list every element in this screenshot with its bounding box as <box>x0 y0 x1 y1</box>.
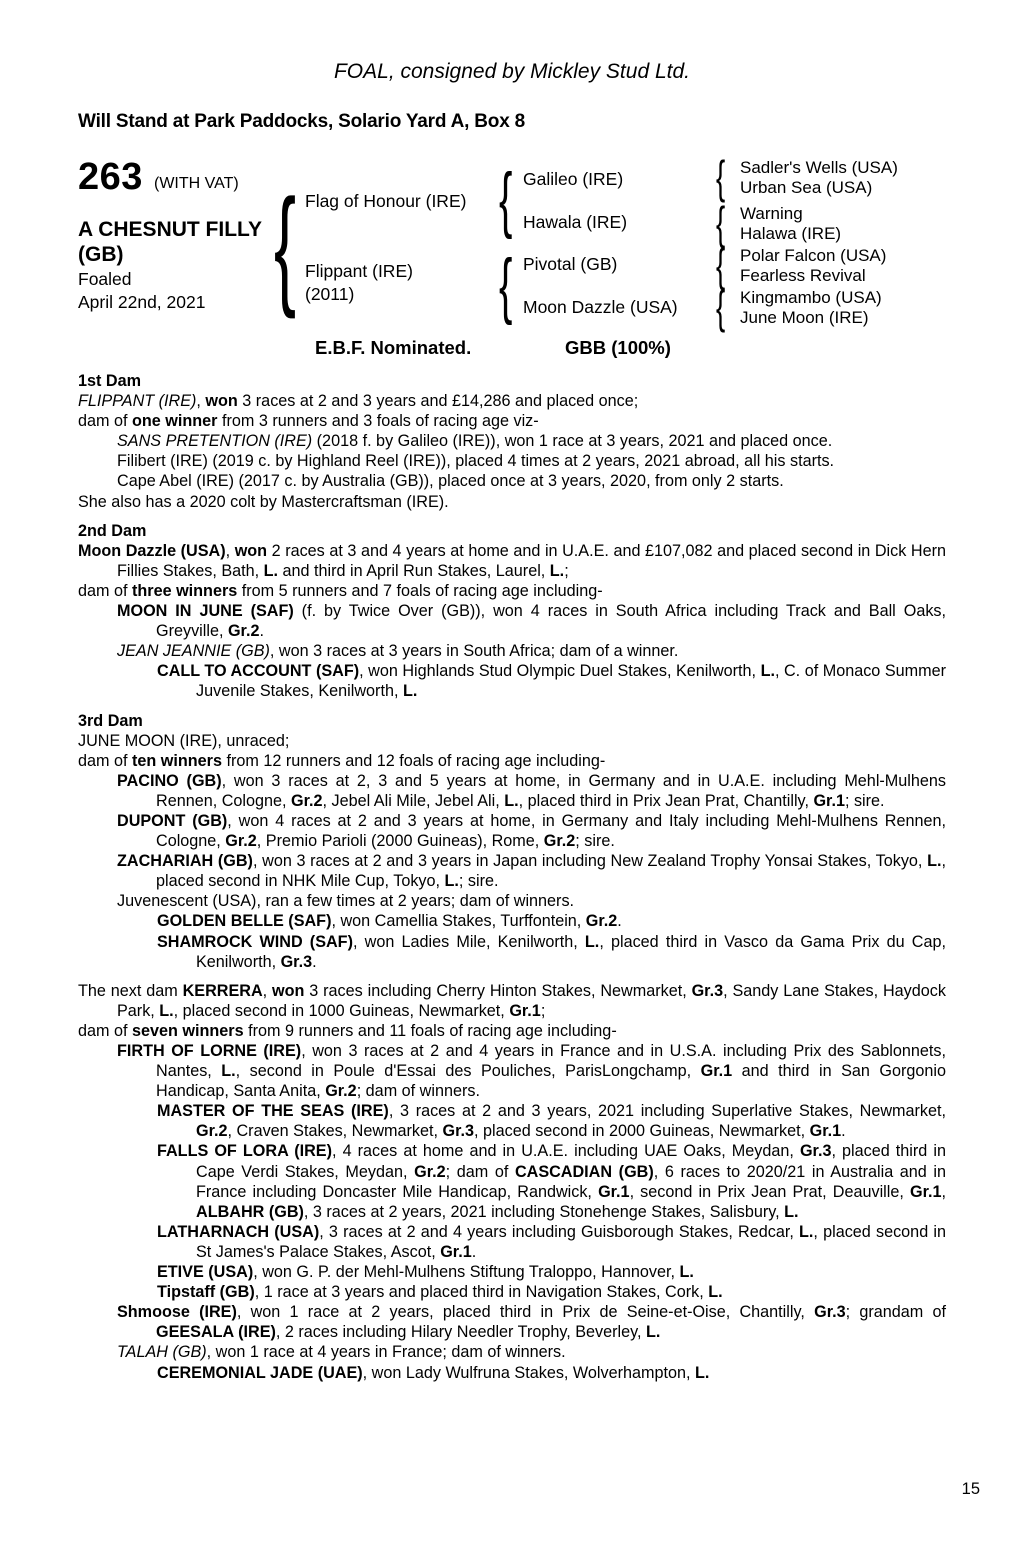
pedigree-text-run: , won Highlands Stud Olympic Duel Stakes, Kenilworth, <box>359 662 761 681</box>
pedigree-text-run: , 3 races at 2 years, 2021 including Stonehenge Stakes, Salisbury, <box>303 1202 785 1221</box>
pedigree-text-run: JEAN JEANNIE (GB) <box>117 642 270 661</box>
pedigree-text-run: Gr.2 <box>291 791 323 810</box>
pedigree-text-run: Tipstaff (GB) <box>157 1283 255 1302</box>
pedigree-brace-sire-icon: { <box>499 159 513 240</box>
pedigree-brace-gg2-icon: { <box>716 197 726 249</box>
pedigree-paragraph <box>157 932 946 972</box>
pedigree-text-run: dam of <box>78 412 132 431</box>
pedigree-paragraph <box>157 1101 946 1141</box>
pedigree-paragraph <box>157 1262 946 1282</box>
pedigree-text-run: , <box>196 392 206 411</box>
pedigree-text-run: one winner <box>132 412 218 431</box>
pedigree-text-run: Gr.2 <box>227 622 260 641</box>
pedigree-text-run: GOLDEN BELLE (SAF) <box>157 912 332 931</box>
pedigree-paragraph <box>157 661 946 701</box>
pedigree-text-run: , won 1 race at 2 years, placed third in Prix de Seine-et-Oise, Chantilly, <box>236 1303 815 1322</box>
pedigree-paragraph <box>157 1222 946 1262</box>
pedigree-text-run: Gr.2 <box>414 1162 446 1181</box>
dam-section <box>78 981 946 1383</box>
pedigree-paragraph <box>78 751 946 771</box>
pedigree-text-run: dam of <box>78 581 132 600</box>
dam-birth-year: (2011) <box>305 284 355 304</box>
pedigree-paragraph <box>117 471 946 491</box>
pedigree-text-run: L. <box>159 1001 174 1020</box>
great-grandparent-1: Sadler's Wells (USA) <box>740 158 898 177</box>
pedigree-text-run: L. <box>584 932 600 951</box>
pedigree-text-run: 2 races at 3 and 4 years at home and in U.A.E. and £107,082 and placed second in Dick Hern Fillies Stakes, Bath, <box>117 541 946 580</box>
pedigree-text-run: , 4 races at home and in U.A.E. including UAE Oaks, Meydan, <box>332 1142 800 1161</box>
pedigree-text-run: dam of <box>78 751 132 770</box>
great-grandparent-8: June Moon (IRE) <box>740 308 869 327</box>
pedigree-paragraph <box>117 1041 946 1101</box>
great-grandparent-6: Fearless Revival <box>740 266 866 285</box>
pedigree-paragraph <box>78 541 946 581</box>
pedigree-text-run: L. <box>927 852 942 871</box>
pedigree-text-run: , won 3 races at 2 and 3 years in Japan including New Zealand Trophy Yonsai Stakes, Tokyo, <box>252 852 928 871</box>
great-grandparent-5: Polar Falcon (USA) <box>740 246 887 265</box>
dam-name: Flippant (IRE) <box>305 261 413 281</box>
pedigree-text-run: , second in Prix Jean Prat, Deauville, <box>629 1182 910 1201</box>
pedigree-text-run: Cape Abel (IRE) (2017 c. by Australia (GB)), placed once at 3 years, 2020, from only 2 starts. <box>117 472 784 491</box>
pedigree-text-run: Gr.1 <box>813 791 845 810</box>
pedigree-text-run: Gr.1 <box>440 1242 472 1261</box>
pedigree-text-run: , 2 races including Hilary Needler Trophy, Beverley, <box>275 1323 646 1342</box>
pedigree-text-run: GEESALA (IRE) <box>156 1323 276 1342</box>
horse-name: A CHESNUT FILLY <box>78 218 262 241</box>
pedigree-text-run: FALLS OF LORA (IRE) <box>157 1142 332 1161</box>
pedigree-text-run: CEREMONIAL JADE (UAE) <box>157 1363 363 1382</box>
pedigree-text-run: Gr.1 <box>700 1062 733 1081</box>
pedigree-text-run: , won 4 races at 2 and 3 years at home, in Germany and Italy including Mehl-Mulhens Rennen, Cologne, <box>156 811 946 851</box>
pedigree-brace-gg1-icon: { <box>716 151 726 203</box>
pedigree-text-run: The next dam <box>78 981 183 1000</box>
pedigree-text-run: , Premio Parioli (2000 Guineas), Rome, <box>256 832 544 851</box>
pedigree-paragraph <box>117 851 946 891</box>
pedigree-text-run: L. <box>694 1363 710 1382</box>
pedigree-text-run: ALBAHR (GB) <box>196 1202 304 1221</box>
pedigree-text-run: DUPONT (GB) <box>117 811 228 830</box>
pedigree-text-run: , won Lady Wulfruna Stakes, Wolverhampton, <box>362 1363 695 1382</box>
pedigree-text-run: ; sire. <box>844 791 885 810</box>
pedigree-text-run: ; dam of winners. <box>356 1082 480 1101</box>
pedigree-text-run: ; grandam of <box>845 1303 946 1322</box>
pedigree-text-run: , placed second in 1000 Guineas, Newmarket, <box>173 1001 510 1020</box>
pedigree-text-run: ; <box>540 1001 546 1020</box>
pedigree-text-run: L. <box>549 561 565 580</box>
pedigree-text-run: . <box>617 912 622 931</box>
pedigree-paragraph <box>78 581 946 601</box>
pedigree-text-run: , won G. P. der Mehl-Mulhens Stiftung Traloppo, Hannover, <box>253 1263 680 1282</box>
pedigree-text-run: , won 3 races at 3 years in South Africa; dam of a winner. <box>269 642 679 661</box>
pedigree-text-run: FIRTH OF LORNE (IRE) <box>117 1042 302 1060</box>
pedigree-text-run: 3 races including Cherry Hinton Stakes, Newmarket, <box>304 981 692 1000</box>
pedigree-text-run: L. <box>708 1283 723 1302</box>
pedigree-text-run: from 9 runners and 11 foals of racing age including- <box>243 1021 617 1040</box>
pedigree-text-run: L. <box>263 561 279 580</box>
pedigree-text-run: PACINO (GB) <box>117 771 222 790</box>
ebf-nominated-label: E.B.F. Nominated. <box>315 337 472 358</box>
gbb-label: GBB (100%) <box>565 337 671 358</box>
pedigree-text-run: from 3 runners and 3 foals of racing age viz- <box>217 412 539 431</box>
page-number: 15 <box>961 1480 980 1498</box>
pedigree-paragraph <box>78 411 946 431</box>
pedigree-text-run: ZACHARIAH (GB) <box>117 852 253 871</box>
pedigree-text-run: SANS PRETENTION (IRE) <box>117 432 313 451</box>
pedigree-text-run: , placed third in Cape Verdi Stakes, Meydan, <box>196 1142 946 1181</box>
pedigree-text-run: 3 races at 2 and 3 years and £14,286 and placed once; <box>237 392 639 411</box>
pedigree-text-run: , 3 races at 2 and 3 years, 2021 including Superlative Stakes, Newmarket, <box>388 1102 946 1121</box>
pedigree-text-run: . <box>312 952 317 971</box>
pedigree-brace-generation1-icon: { <box>274 172 297 319</box>
dam-section-heading: 1st Dam <box>78 372 141 390</box>
dam-section-heading: 2nd Dam <box>78 521 147 540</box>
pedigree-paragraph <box>117 811 946 851</box>
pedigree-text-run: (f. by Twice Over (GB)), won 4 races in South Africa including Track and Ball Oaks, Greyville, <box>156 602 947 641</box>
pedigree-text-run: L. <box>444 872 459 891</box>
pedigree-paragraph <box>117 771 946 811</box>
pedigree-text-run: She also has a 2020 colt by Mastercraftsman (IRE). <box>78 492 449 511</box>
pedigree-text-run: , C. of Monaco Summer Juvenile Stakes, Kenilworth, <box>196 662 946 701</box>
pedigree-text-run: Gr.1 <box>809 1122 842 1141</box>
pedigree-brace-gg3-icon: { <box>716 239 726 291</box>
pedigree-paragraph <box>117 1302 946 1342</box>
foaled-date: April 22nd, 2021 <box>78 292 206 312</box>
pedigree-text-run: three winners <box>132 581 238 600</box>
maternal-grandsire: Pivotal (GB) <box>523 254 618 274</box>
pedigree-text-run: (2018 f. by Galileo (IRE)), won 1 race at 3 years, 2021 and placed once. <box>312 432 833 451</box>
pedigree-text-run: , second in Poule d'Essai des Pouliches, ParisLongchamp, <box>235 1062 701 1081</box>
pedigree-text-run: ; sire. <box>458 872 499 891</box>
pedigree-text-run: from 12 runners and 12 foals of racing age including- <box>221 751 606 770</box>
pedigree-text-run: dam of <box>78 1021 132 1040</box>
pedigree-text-run: ten winners <box>132 751 222 770</box>
pedigree-text-run: , won 1 race at 4 years in France; dam of winners. <box>206 1343 566 1362</box>
great-grandparent-4: Halawa (IRE) <box>740 224 842 243</box>
pedigree-text-run: , won 3 races at 2, 3 and 5 years at home, in Germany and in U.A.E. including Mehl-Mulhens Rennen, Cologne, <box>156 771 946 810</box>
sire-name: Flag of Honour (IRE) <box>305 191 467 211</box>
pedigree-text-run: won <box>205 392 238 411</box>
pedigree-text-run: MOON IN JUNE (SAF) <box>117 602 294 621</box>
pedigree-paragraph <box>157 911 946 931</box>
pedigree-paragraph <box>117 451 946 471</box>
pedigree-text-run: , won Camellia Stakes, Turffontein, <box>331 912 586 931</box>
pedigree-text-run: Gr.3 <box>691 981 724 1000</box>
pedigree-text-run: . <box>259 622 264 641</box>
pedigree-text-run: ; dam of <box>445 1162 515 1181</box>
pedigree-text-run: JUNE MOON (IRE), unraced; <box>78 731 290 750</box>
pedigree-text-run: , <box>225 541 235 560</box>
great-grandparent-7: Kingmambo (USA) <box>740 288 882 307</box>
pedigree-paragraph <box>78 981 946 1021</box>
pedigree-text-run: Gr.2 <box>585 912 618 931</box>
pedigree-brace-dam-icon: { <box>499 245 513 326</box>
pedigree-paragraph <box>78 391 946 411</box>
pedigree-text-run: , won Ladies Mile, Kenilworth, <box>352 932 585 951</box>
pedigree-text-run: Gr.1 <box>509 1001 541 1020</box>
pedigree-text-run: TALAH (GB) <box>117 1343 207 1362</box>
pedigree-paragraph <box>117 1342 946 1362</box>
pedigree-text-run: , placed third in Vasco da Gama Prix du Cap, Kenilworth, <box>196 932 946 971</box>
pedigree-text-run: , won 3 races at 2 and 4 years in France and in U.S.A. including Prix des Sablonnets, Nantes, <box>156 1042 946 1081</box>
pedigree-text-run: , 1 race at 3 years and placed third in Navigation Stakes, Cork, <box>254 1283 709 1302</box>
pedigree-text-run: . <box>471 1242 477 1261</box>
pedigree-text-run: Gr.1 <box>910 1182 942 1201</box>
pedigree-text-run: , 6 races to 2020/21 in Australia and in France including Doncaster Mile Handicap, Randwick, <box>196 1162 947 1201</box>
pedigree-text-run: KERRERA <box>182 981 263 1000</box>
pedigree-paragraph <box>117 431 946 451</box>
pedigree-text-run: Gr.2 <box>196 1122 228 1141</box>
pedigree-paragraph <box>117 601 946 641</box>
horse-country-suffix: (GB) <box>78 243 124 266</box>
pedigree-text-run: , Sandy Lane Stakes, Haydock Park, <box>117 981 946 1020</box>
page-title: FOAL, consigned by Mickley Stud Ltd. <box>333 60 690 83</box>
pedigree-paragraph <box>78 492 946 512</box>
pedigree-text-run: Gr.1 <box>598 1182 630 1201</box>
dam-section <box>78 371 946 512</box>
pedigree-paragraph <box>157 1363 946 1383</box>
vat-note: (WITH VAT) <box>154 175 239 192</box>
dam-section-heading: 3rd Dam <box>78 711 143 730</box>
pedigree-text-run: Moon Dazzle (USA) <box>78 541 226 560</box>
pedigree-text-run: L. <box>402 682 418 701</box>
pedigree-text-run: won <box>272 981 305 1000</box>
pedigree-text-run: , <box>262 981 273 1000</box>
pedigree-text-run: FLIPPANT (IRE) <box>78 392 197 411</box>
pedigree-text-run: Juvenescent (USA), ran a few times at 2 years; dam of winners. <box>117 892 575 911</box>
lot-number: 263 <box>78 156 143 198</box>
pedigree-paragraph <box>157 1282 946 1302</box>
paternal-granddam: Hawala (IRE) <box>523 212 628 232</box>
pedigree-text-run: , placed second in 2000 Guineas, Newmarket, <box>474 1122 810 1141</box>
pedigree-text-run: won <box>234 541 268 560</box>
pedigree-text-run: LATHARNACH (USA) <box>157 1222 320 1241</box>
pedigree-text-run: Gr.3 <box>280 952 313 971</box>
pedigree-text-run: ETIVE (USA) <box>157 1263 254 1282</box>
pedigree-text-run: L. <box>799 1222 814 1241</box>
pedigree-brace-gg4-icon: { <box>716 281 726 333</box>
paternal-grandsire: Galileo (IRE) <box>523 169 624 189</box>
pedigree-paragraph <box>117 641 946 661</box>
pedigree-text-run: SHAMROCK WIND (SAF) <box>157 932 353 951</box>
pedigree-text-run: Gr.2 <box>543 832 576 851</box>
pedigree-text-run: , placed third in Prix Jean Prat, Chantilly, <box>518 791 814 810</box>
pedigree-paragraph <box>78 731 946 751</box>
pedigree-text-run: , placed second in St James's Palace Stakes, Ascot, <box>196 1222 946 1261</box>
pedigree-text-run: L. <box>760 662 775 681</box>
pedigree-text-run: , <box>941 1182 946 1201</box>
pedigree-text-run: . <box>841 1122 846 1141</box>
great-grandparent-3: Warning <box>740 204 803 223</box>
pedigree-text-run: and third in San Gorgonio Handicap, Santa Anita, <box>156 1062 946 1101</box>
pedigree-paragraph <box>78 1021 946 1041</box>
pedigree-text-run: L. <box>784 1202 799 1221</box>
pedigree-text-run: Gr.3 <box>814 1303 846 1322</box>
pedigree-text-run: L. <box>646 1323 661 1342</box>
pedigree-text-run: and third in April Run Stakes, Laurel, <box>278 561 550 580</box>
maternal-granddam: Moon Dazzle (USA) <box>523 297 678 317</box>
pedigree-paragraph <box>117 891 946 911</box>
stand-location-line: Will Stand at Park Paddocks, Solario Yard A, Box 8 <box>78 111 526 132</box>
pedigree-text-run: seven winners <box>132 1021 244 1040</box>
pedigree-paragraph <box>157 1141 946 1221</box>
pedigree-text-run: , 3 races at 2 and 4 years including Guisborough Stakes, Redcar, <box>319 1222 800 1241</box>
pedigree-text-run: MASTER OF THE SEAS (IRE) <box>157 1102 389 1121</box>
pedigree-text-run: L. <box>504 791 519 810</box>
foaled-label: Foaled <box>78 269 132 289</box>
dam-section <box>78 711 946 972</box>
great-grandparent-2: Urban Sea (USA) <box>740 178 873 197</box>
pedigree-text-run: , Jebel Ali Mile, Jebel Ali, <box>322 791 505 810</box>
pedigree-text-run: L. <box>679 1263 694 1282</box>
pedigree-text-run: Gr.2 <box>325 1082 357 1101</box>
pedigree-text-run: Shmoose (IRE) <box>117 1303 237 1322</box>
pedigree-text-run: L. <box>221 1062 236 1081</box>
dam-section <box>78 521 946 702</box>
pedigree-text-run: CASCADIAN (GB) <box>514 1162 654 1181</box>
pedigree-text-run: ; <box>564 561 569 580</box>
pedigree-text-run: , Craven Stakes, Newmarket, <box>227 1122 443 1141</box>
pedigree-text-run: CALL TO ACCOUNT (SAF) <box>157 662 360 681</box>
pedigree-text-run: Gr.3 <box>799 1142 832 1161</box>
pedigree-text-run: Filibert (IRE) (2019 c. by Highland Reel (IRE)), placed 4 times at 2 years, 2021 abroad, all his starts. <box>117 452 835 471</box>
pedigree-text-run: from 5 runners and 7 foals of racing age including- <box>237 581 603 600</box>
pedigree-sections <box>78 371 946 1383</box>
pedigree-text-run: Gr.2 <box>225 832 257 851</box>
pedigree-text-run: Gr.3 <box>442 1122 475 1141</box>
pedigree-text-run: ; sire. <box>575 832 615 851</box>
pedigree-text-run: , placed second in NHK Mile Cup, Tokyo, <box>156 852 946 891</box>
